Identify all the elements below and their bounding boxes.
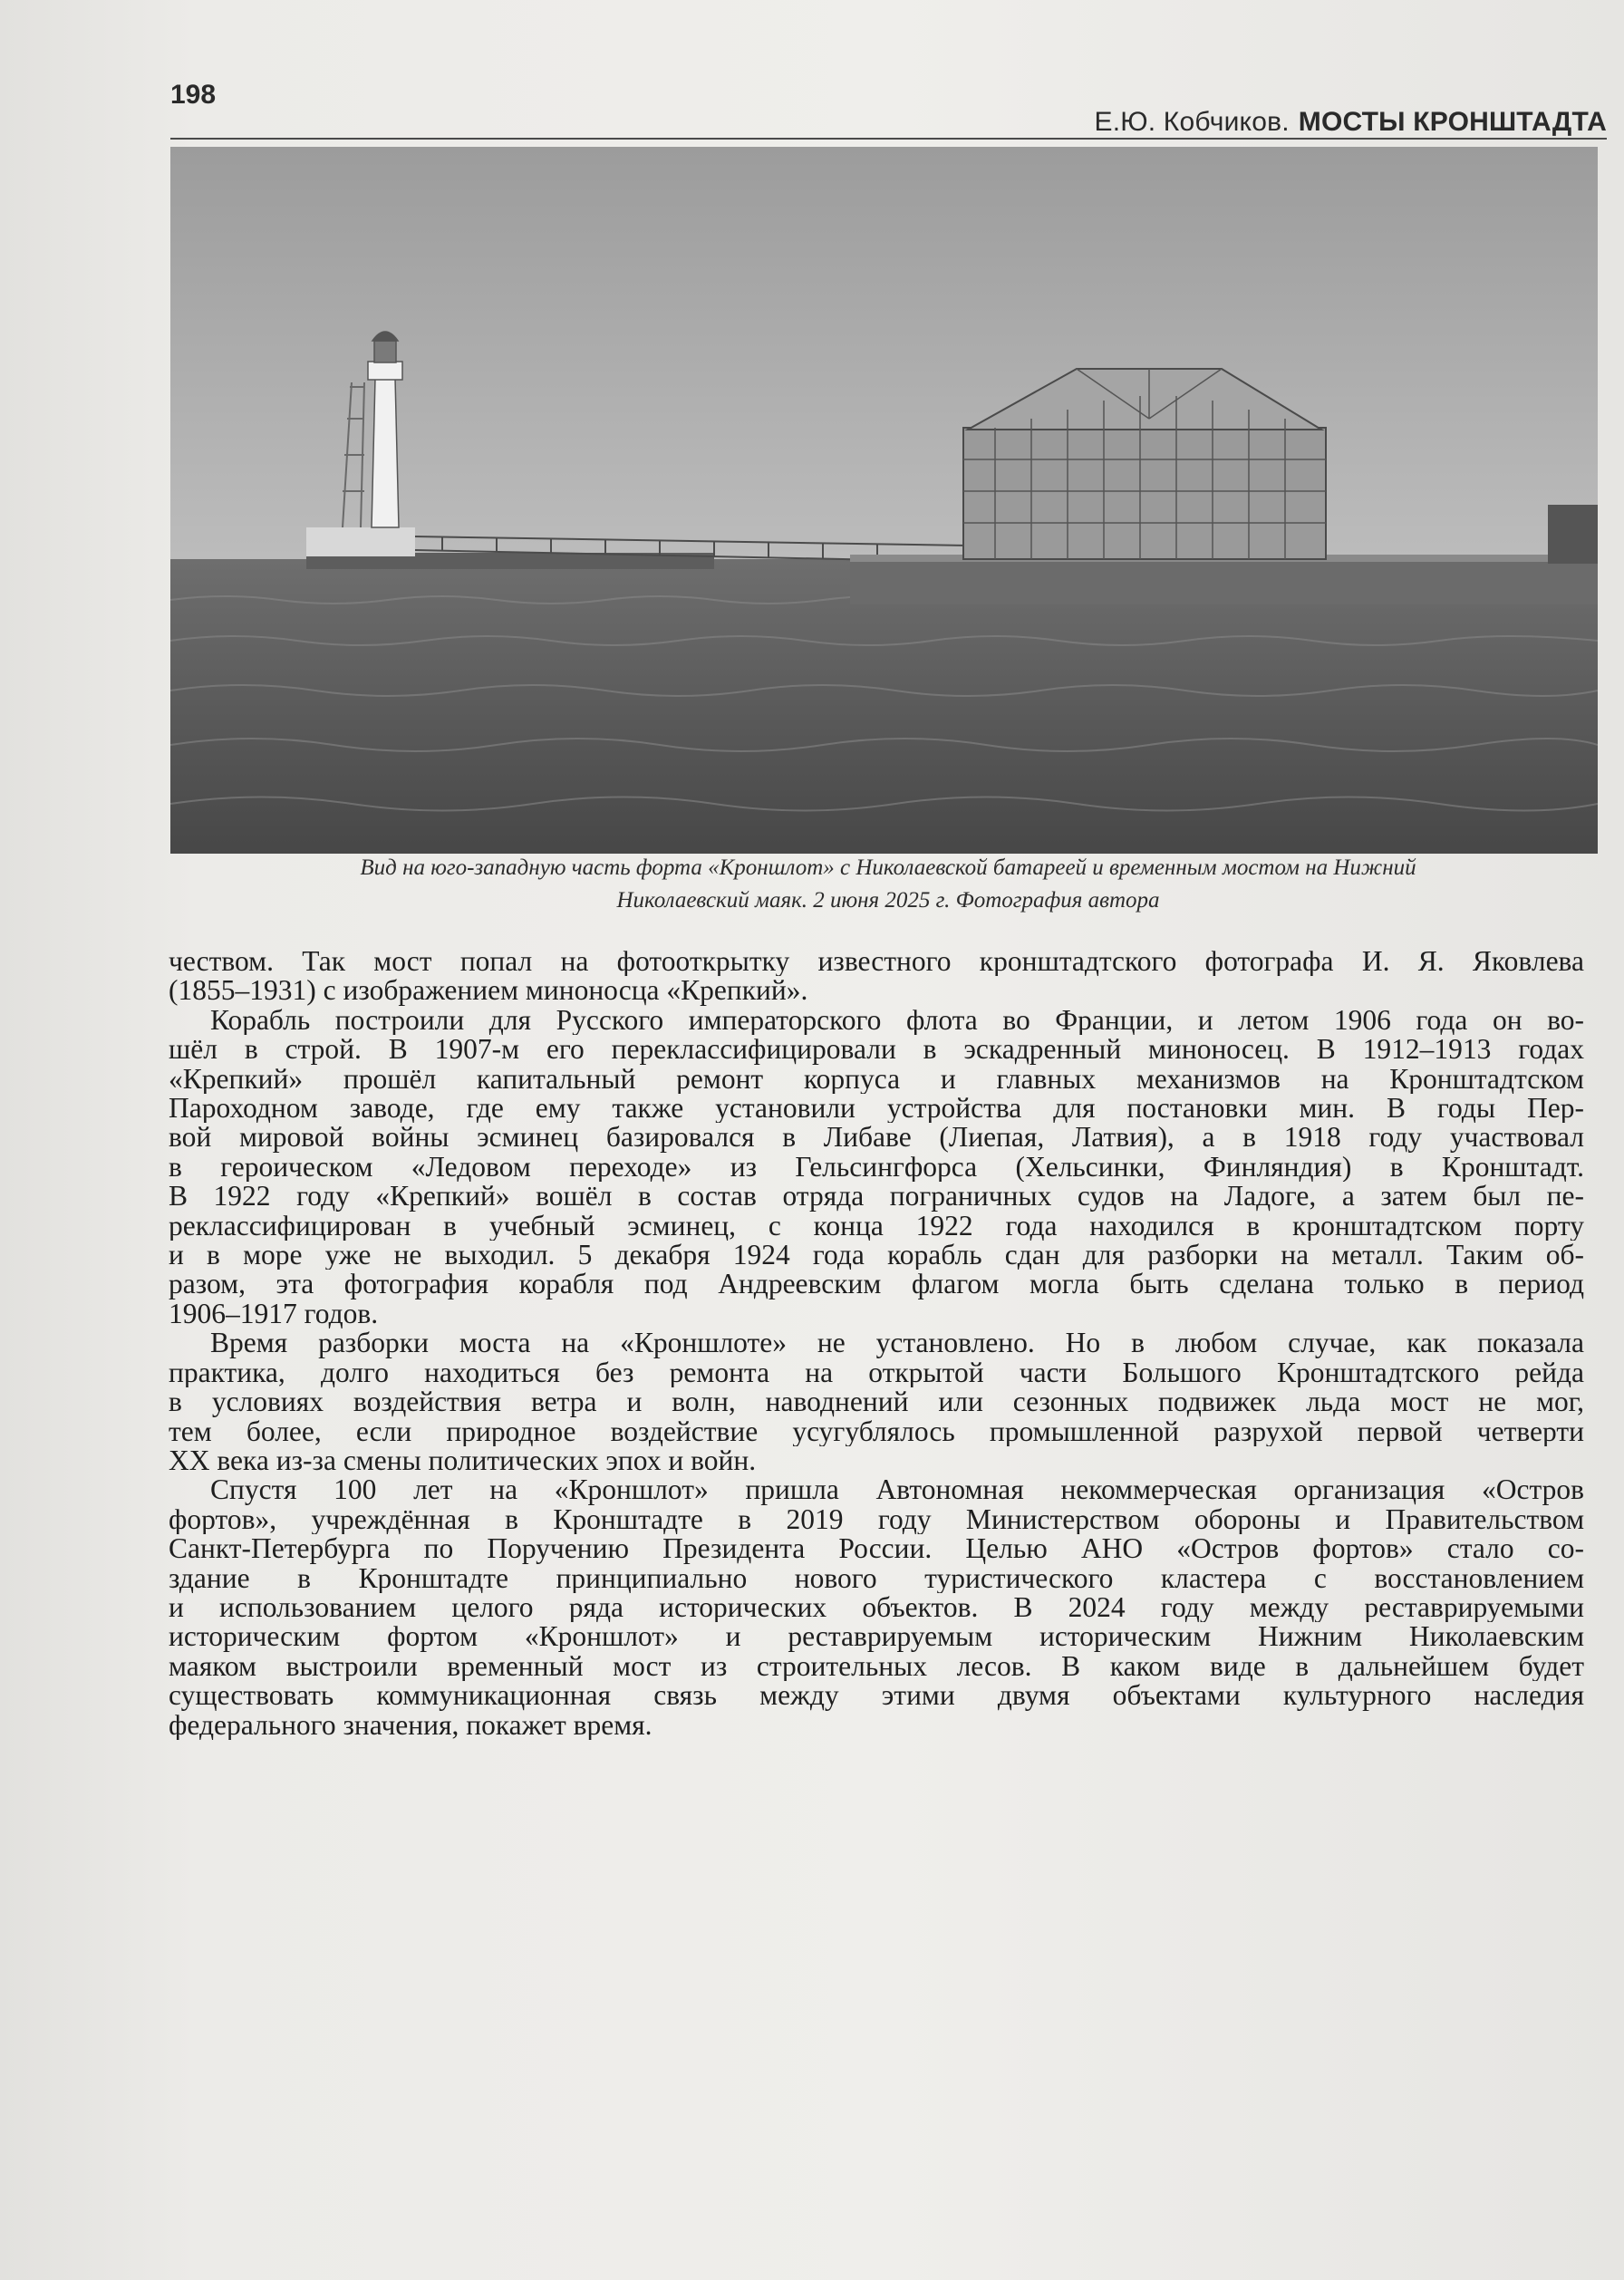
text-line: и в море уже не выходил. 5 декабря 1924 года корабль сдан для разборки на металл. Таким об- — [169, 1241, 1584, 1270]
text-line: «Крепкий» прошёл капитальный ремонт корпуса и главных механизмов на Кронштадтском — [169, 1064, 1584, 1095]
running-title — [1094, 107, 1607, 138]
header-author: Е.Ю. Кобчиков. — [1094, 107, 1290, 137]
text-line: здание в Кронштадте принципиально нового туристического кластера с восстановлением — [169, 1563, 1584, 1593]
text-line: тем более, если природное воздействие усугублялось промышленной разрухой первой четверти — [169, 1416, 1584, 1446]
lighthouse-platform — [306, 527, 415, 556]
text-line: (1855–1931) с изображением миноносца «Крепкий». — [169, 976, 808, 1006]
caption-line-1: Вид на юго-западную часть форта «Кроншлот» с Николаевской батареей и временным мостом на Нижний — [360, 855, 1416, 880]
text-line: и использованием целого ряда исторических объектов. В 2024 году между реставрируемыми — [169, 1592, 1584, 1623]
text-line: Пароходном заводе, где ему также установили устройства для постановки мин. В годы Пер- — [169, 1094, 1584, 1124]
photo-illustration — [170, 147, 1598, 854]
text-line: существовать коммуникационная связь между этими двумя объектами культурного наследия — [169, 1681, 1584, 1711]
photograph-fort-kronshlot — [170, 147, 1598, 854]
running-header — [170, 74, 1607, 140]
text-line: федерального значения, покажет время. — [169, 1710, 652, 1740]
fort-wall — [850, 559, 1598, 604]
text-line: вой мировой войны эсминец базировался в Либаве (Лиепая, Латвия), а в 1918 году участвовал — [169, 1123, 1584, 1153]
text-line: разом, эта фотография корабля под Андреевским флагом могла быть сделана только в период — [169, 1270, 1584, 1299]
text-line: в героическом «Ледовом переходе» из Гельсингфорса (Хельсинки, Финляндия) в Кронштадт. — [169, 1152, 1584, 1183]
text-line: фортов», учреждённая в Кронштадте в 2019 году Министерством обороны и Правительством — [169, 1504, 1584, 1535]
text-line: Санкт-Петербурга по Поручению Президента России. Целью АНО «Остров фортов» стало со- — [169, 1534, 1584, 1564]
fort-ruin-right — [1548, 505, 1598, 564]
text-line: В 1922 году «Крепкий» вошёл в состав отряда пограничных судов на Ладоге, а затем был пе- — [169, 1182, 1584, 1212]
page-number: 198 — [170, 80, 217, 110]
header-book-title: МОСТЫ КРОНШТАДТА — [1298, 107, 1607, 137]
text-line: практика, долго находиться без ремонта на открытой части Большого Кронштадтского рейда — [169, 1357, 1584, 1388]
text-line: XX века из-за смены политических эпох и войн. — [169, 1445, 757, 1476]
caption-line-2: Николаевский маяк. 2 июня 2025 г. Фотография автора — [616, 888, 1160, 913]
photo-caption — [208, 852, 1568, 917]
text-line: Корабль построили для Русского императорского флота во Франции, и летом 1906 года он во- — [210, 1005, 1584, 1036]
text-line: Время разборки моста на «Кроншлоте» не установлено. Но в любом случае, как показала — [210, 1328, 1584, 1358]
text-line: 1906–1917 годов. — [169, 1299, 379, 1329]
text-line: в условиях воздействия ветра и волн, наводнений или сезонных подвижек льда мост не мог, — [169, 1387, 1584, 1417]
body-text — [169, 947, 1584, 1740]
text-line: реклассифицирован в учебный эсминец, с конца 1922 года находился в кронштадтском порту — [169, 1211, 1584, 1241]
text-line: чеством. Так мост попал на фотооткрытку известного кронштадтского фотографа И. Я. Яковлева — [169, 947, 1584, 977]
text-line: шёл в строй. В 1907-м его переклассифицировали в эскадренный миноносец. В 1912–1913 годах — [169, 1035, 1584, 1065]
text-line: историческим фортом «Кроншлот» и реставрируемым историческим Нижним Николаевским — [169, 1622, 1584, 1652]
text-line: Спустя 100 лет на «Кроншлот» пришла Автономная некоммерческая организация «Остров — [210, 1475, 1584, 1505]
text-line: маяком выстроили временный мост из строительных лесов. В каком виде в дальнейшем будет — [169, 1651, 1584, 1682]
